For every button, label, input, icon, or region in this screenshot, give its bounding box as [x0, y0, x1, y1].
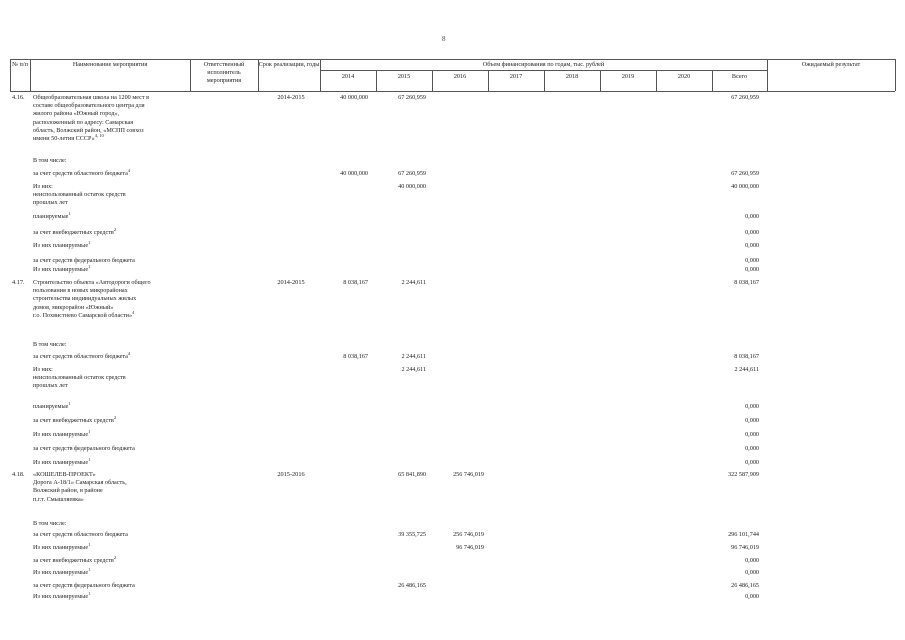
row-term: 2014-2015 [277, 279, 305, 286]
header-name-col: Наименование мероприятия [72, 61, 148, 68]
row-description-text: Из них планируемые [33, 242, 89, 249]
row-description [33, 414, 193, 425]
row-description [33, 341, 193, 349]
row-description [33, 226, 193, 237]
row-description [33, 167, 193, 178]
row-description-text: за счет средств областного бюджета [33, 170, 128, 177]
footnote-mark: 1 [68, 210, 71, 216]
value-2015: 67 260,959 [398, 94, 426, 101]
value-total: 0,000 [745, 403, 759, 410]
value-total: 67 260,959 [731, 170, 759, 177]
header-num-col: № п/п [12, 61, 28, 68]
value-total: 0,000 [745, 257, 759, 264]
value-2014: 8 038,167 [343, 279, 368, 286]
footnote-mark: 1 [88, 239, 91, 245]
value-total: 0,000 [745, 593, 759, 600]
row-number: 4.16. [12, 94, 25, 101]
row-description [33, 445, 193, 453]
row-description [33, 456, 193, 467]
value-total: 26 486,165 [731, 582, 759, 589]
row-description [33, 94, 193, 143]
row-description-text: за счет внебюджетных средств [33, 557, 114, 564]
row-description-text: Из них планируемые [33, 544, 89, 551]
value-2014: 40 000,000 [340, 170, 368, 177]
value-total: 8 038,167 [734, 353, 759, 360]
value-total: 0,000 [745, 459, 759, 466]
row-description [33, 210, 193, 221]
value-2015: 67 260,959 [398, 170, 426, 177]
row-description [33, 566, 193, 577]
value-total: 0,000 [745, 557, 759, 564]
row-description [33, 590, 193, 601]
row-description [33, 400, 193, 411]
row-description-text: за счет средств федерального бюджета [33, 445, 135, 452]
value-2015: 65 841,890 [398, 471, 426, 478]
value-2016: 256 746,019 [453, 471, 484, 478]
year-2018: 2018 [565, 73, 579, 80]
row-number: 4.17. [12, 279, 25, 286]
row-description-text: за счет внебюджетных средств [33, 229, 114, 236]
footnote-mark: 4 [132, 309, 135, 315]
row-description-text: Из них планируемые [33, 569, 89, 576]
row-description-text: В том числе: [33, 157, 67, 164]
value-total: 296 101,744 [728, 531, 759, 538]
row-description [33, 183, 193, 208]
value-2014: 40 000,000 [340, 94, 368, 101]
row-description-text: Из них: неиспользованный остаток средств прошлых лет [33, 183, 126, 207]
row-description [33, 471, 193, 504]
header-term-col: Срок реализации, годы [258, 61, 320, 68]
row-description [33, 366, 193, 391]
year-2015: 2015 [397, 73, 411, 80]
row-number: 4.18. [12, 471, 25, 478]
row-description-text: за счет внебюджетных средств [33, 417, 114, 424]
row-description-text: Общеобразовательная школа на 1200 мест в составе общеобразовательного центра для жилого района «Южный город», расположенный по адресу: Самарская область, Волжский район, «МСПП совхоз имени 50-летия СССР» [33, 94, 150, 143]
value-total: 0,000 [745, 213, 759, 220]
year-total: Всего [731, 73, 748, 80]
value-2015: 26 486,165 [398, 582, 426, 589]
value-total: 0,000 [745, 417, 759, 424]
row-term: 2015-2016 [277, 471, 305, 478]
row-description [33, 541, 193, 552]
value-total: 2 244,611 [734, 366, 759, 373]
row-description-text: за счет средств федерального бюджета [33, 582, 135, 589]
row-description-text: за счет средств областного бюджета [33, 353, 128, 360]
row-description-text: Из них планируемые [33, 459, 89, 466]
footnote-mark: 1 [88, 541, 91, 547]
row-description-text: Из них планируемые [33, 593, 89, 600]
page-number: 8 [442, 35, 446, 43]
row-description-text: Строительство объекта «Автодороги общего пользования в новых микрорайонах строительства индивидуальных жилых домов, микрорайон «Южный» г.о. Похвистнево Самарской области» [33, 279, 151, 319]
value-total: 0,000 [745, 242, 759, 249]
row-description [33, 257, 193, 265]
row-description-text: Из них планируемые [33, 431, 89, 438]
footnote-mark: 1 [68, 400, 71, 406]
footnote-mark: 2 [113, 554, 117, 560]
row-description-text: за счет средств областного бюджета [33, 531, 128, 538]
value-total: 96 746,019 [731, 544, 759, 551]
value-2015: 2 244,611 [401, 279, 426, 286]
row-description [33, 531, 193, 539]
footnote-mark: 2 [113, 414, 117, 420]
value-total: 0,000 [745, 266, 759, 273]
row-description-text: В том числе: [33, 341, 67, 348]
value-total: 0,000 [745, 569, 759, 576]
year-2020: 2020 [677, 73, 691, 80]
year-2019: 2019 [621, 73, 635, 80]
header-resp-col: Ответственный исполнитель мероприятия [203, 61, 245, 84]
footnote-mark: 1 [88, 566, 91, 572]
footnote-mark: 1 [88, 456, 91, 462]
footnote-mark: 4, 10 [94, 132, 104, 138]
row-description-text: Из них планируемые [33, 266, 89, 273]
year-2014: 2014 [341, 73, 355, 80]
row-description-text: за счет средств федерального бюджета [33, 257, 135, 264]
value-2014: 8 038,167 [343, 353, 368, 360]
year-2016: 2016 [453, 73, 467, 80]
row-description [33, 520, 193, 528]
value-total: 322 587,909 [728, 471, 759, 478]
row-term: 2014-2015 [277, 94, 305, 101]
row-description [33, 157, 193, 165]
row-description [33, 350, 193, 361]
header-result-col: Ожидаемый результат [801, 61, 861, 68]
footnote-mark: 4 [127, 350, 131, 356]
row-description [33, 279, 193, 320]
row-description [33, 239, 193, 250]
value-2016: 96 746,019 [456, 544, 484, 551]
footnote-mark: 2 [113, 226, 117, 232]
row-description [33, 582, 193, 590]
footnote-mark: 1 [88, 263, 91, 269]
row-description [33, 554, 193, 565]
value-total: 8 038,167 [734, 279, 759, 286]
value-2015: 2 244,611 [401, 353, 426, 360]
value-total: 40 000,000 [731, 183, 759, 190]
footnote-mark: 1 [88, 428, 91, 434]
header-finance-col: Объем финансирования по годам, тыс. рублей [482, 61, 605, 68]
value-total: 67 260,959 [731, 94, 759, 101]
value-total: 0,000 [745, 445, 759, 452]
row-description-text: «КОШЕЛЕВ-ПРОЕКТ» Дорога А-18/1» Самарская область, Волжский район, в районе п.г.т. Смышляевка» [33, 471, 127, 503]
row-description [33, 263, 193, 274]
value-total: 0,000 [745, 229, 759, 236]
row-description-text: Из них: неиспользованный остаток средств прошлых лет [33, 366, 126, 390]
value-2015: 39 355,725 [398, 531, 426, 538]
footnote-mark: 4 [127, 167, 131, 173]
row-description-text: планируемые [33, 403, 69, 410]
year-2017: 2017 [509, 73, 523, 80]
row-description-text: планируемые [33, 213, 69, 220]
value-2016: 256 746,019 [453, 531, 484, 538]
value-total: 0,000 [745, 431, 759, 438]
row-description [33, 428, 193, 439]
footnote-mark: 1 [88, 590, 91, 596]
value-2015: 40 000,000 [398, 183, 426, 190]
row-description-text: В том числе: [33, 520, 67, 527]
value-2015: 2 244,611 [401, 366, 426, 373]
